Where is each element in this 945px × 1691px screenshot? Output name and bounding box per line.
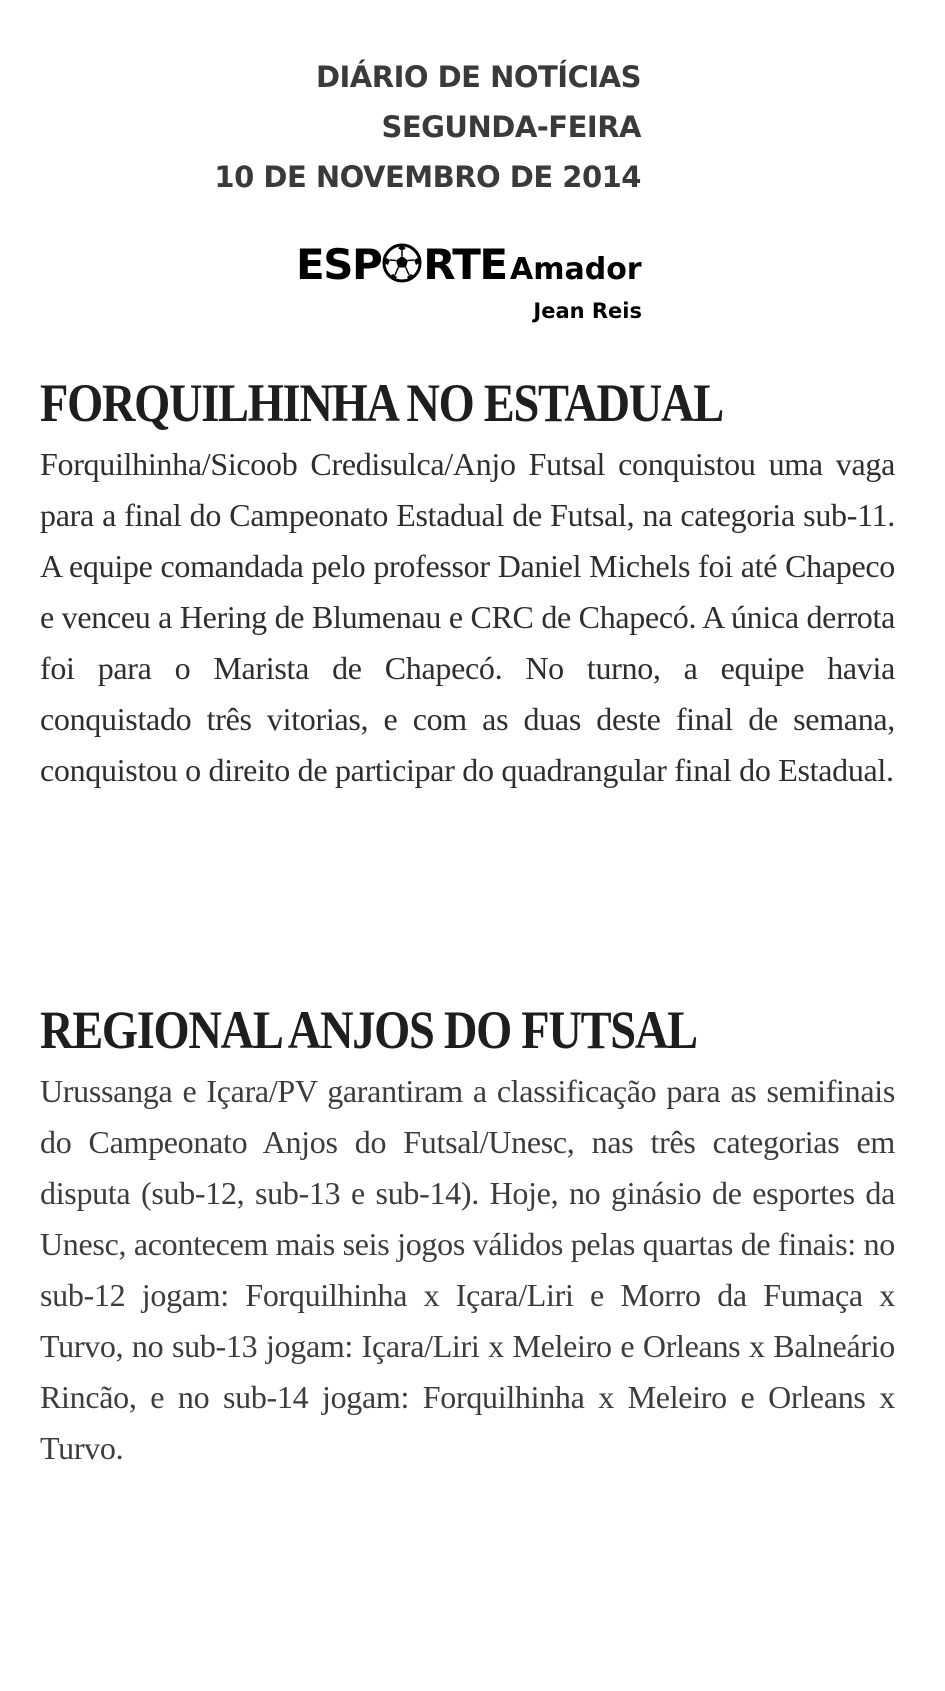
column-section-label: Amador: [510, 252, 642, 287]
column-logo-word: [296, 240, 507, 290]
newspaper-name: DIÁRIO DE NOTÍCIAS: [315, 60, 641, 94]
soccer-ball-icon: [382, 243, 422, 283]
column-author: Jean Reis: [533, 299, 642, 323]
article-headline: REGIONAL ANJOS DO FUTSAL: [40, 1000, 697, 1060]
logo-text-right: RTE: [423, 240, 507, 289]
publication-date: 10 DE NOVEMBRO DE 2014: [214, 160, 641, 194]
column-logo: [296, 240, 642, 330]
logo-text-left: ESP: [296, 240, 382, 289]
article-body: Urussanga e Içara/PV garantiram a classificação para as semifinais do Campeonato Anjos do Futsal/Unesc, nas três categorias em disputa (sub-12, sub-13 e sub-14). Hoje, no ginásio de esportes da Unesc, acontecem mais seis jogos válidos pelas quartas de finais: no sub-12 jogam: Forquilhinha x Içara/Liri e Morro da Fumaça x Turvo, no sub-13 jogam: Içara/Liri x Meleiro e Orleans x Balneário Rincão, e no sub-14 jogam: Forquilhinha x Meleiro e Orleans x Turvo.: [40, 1073, 895, 1466]
publication-weekday: SEGUNDA-FEIRA: [381, 110, 641, 144]
article-body: Forquilhinha/Sicoob Credisulca/Anjo Futsal conquistou uma vaga para a final do Campeonato Estadual de Futsal, na categoria sub-11. A equipe comandada pelo professor Daniel Michels foi até Chapeco e venceu a Hering de Blumenau e CRC de Chapecó. A única derrota foi para o Marista de Chapecó. No turno, a equipe havia conquistado três vitorias, e com as duas deste final de semana, conquistou o direito de participar do quadrangular final do Estadual.: [40, 446, 895, 788]
masthead: [214, 52, 641, 202]
article-forquilhinha: [40, 373, 895, 796]
article-headline: FORQUILHINHA NO ESTADUAL: [40, 373, 723, 433]
article-regional: [40, 1000, 895, 1474]
